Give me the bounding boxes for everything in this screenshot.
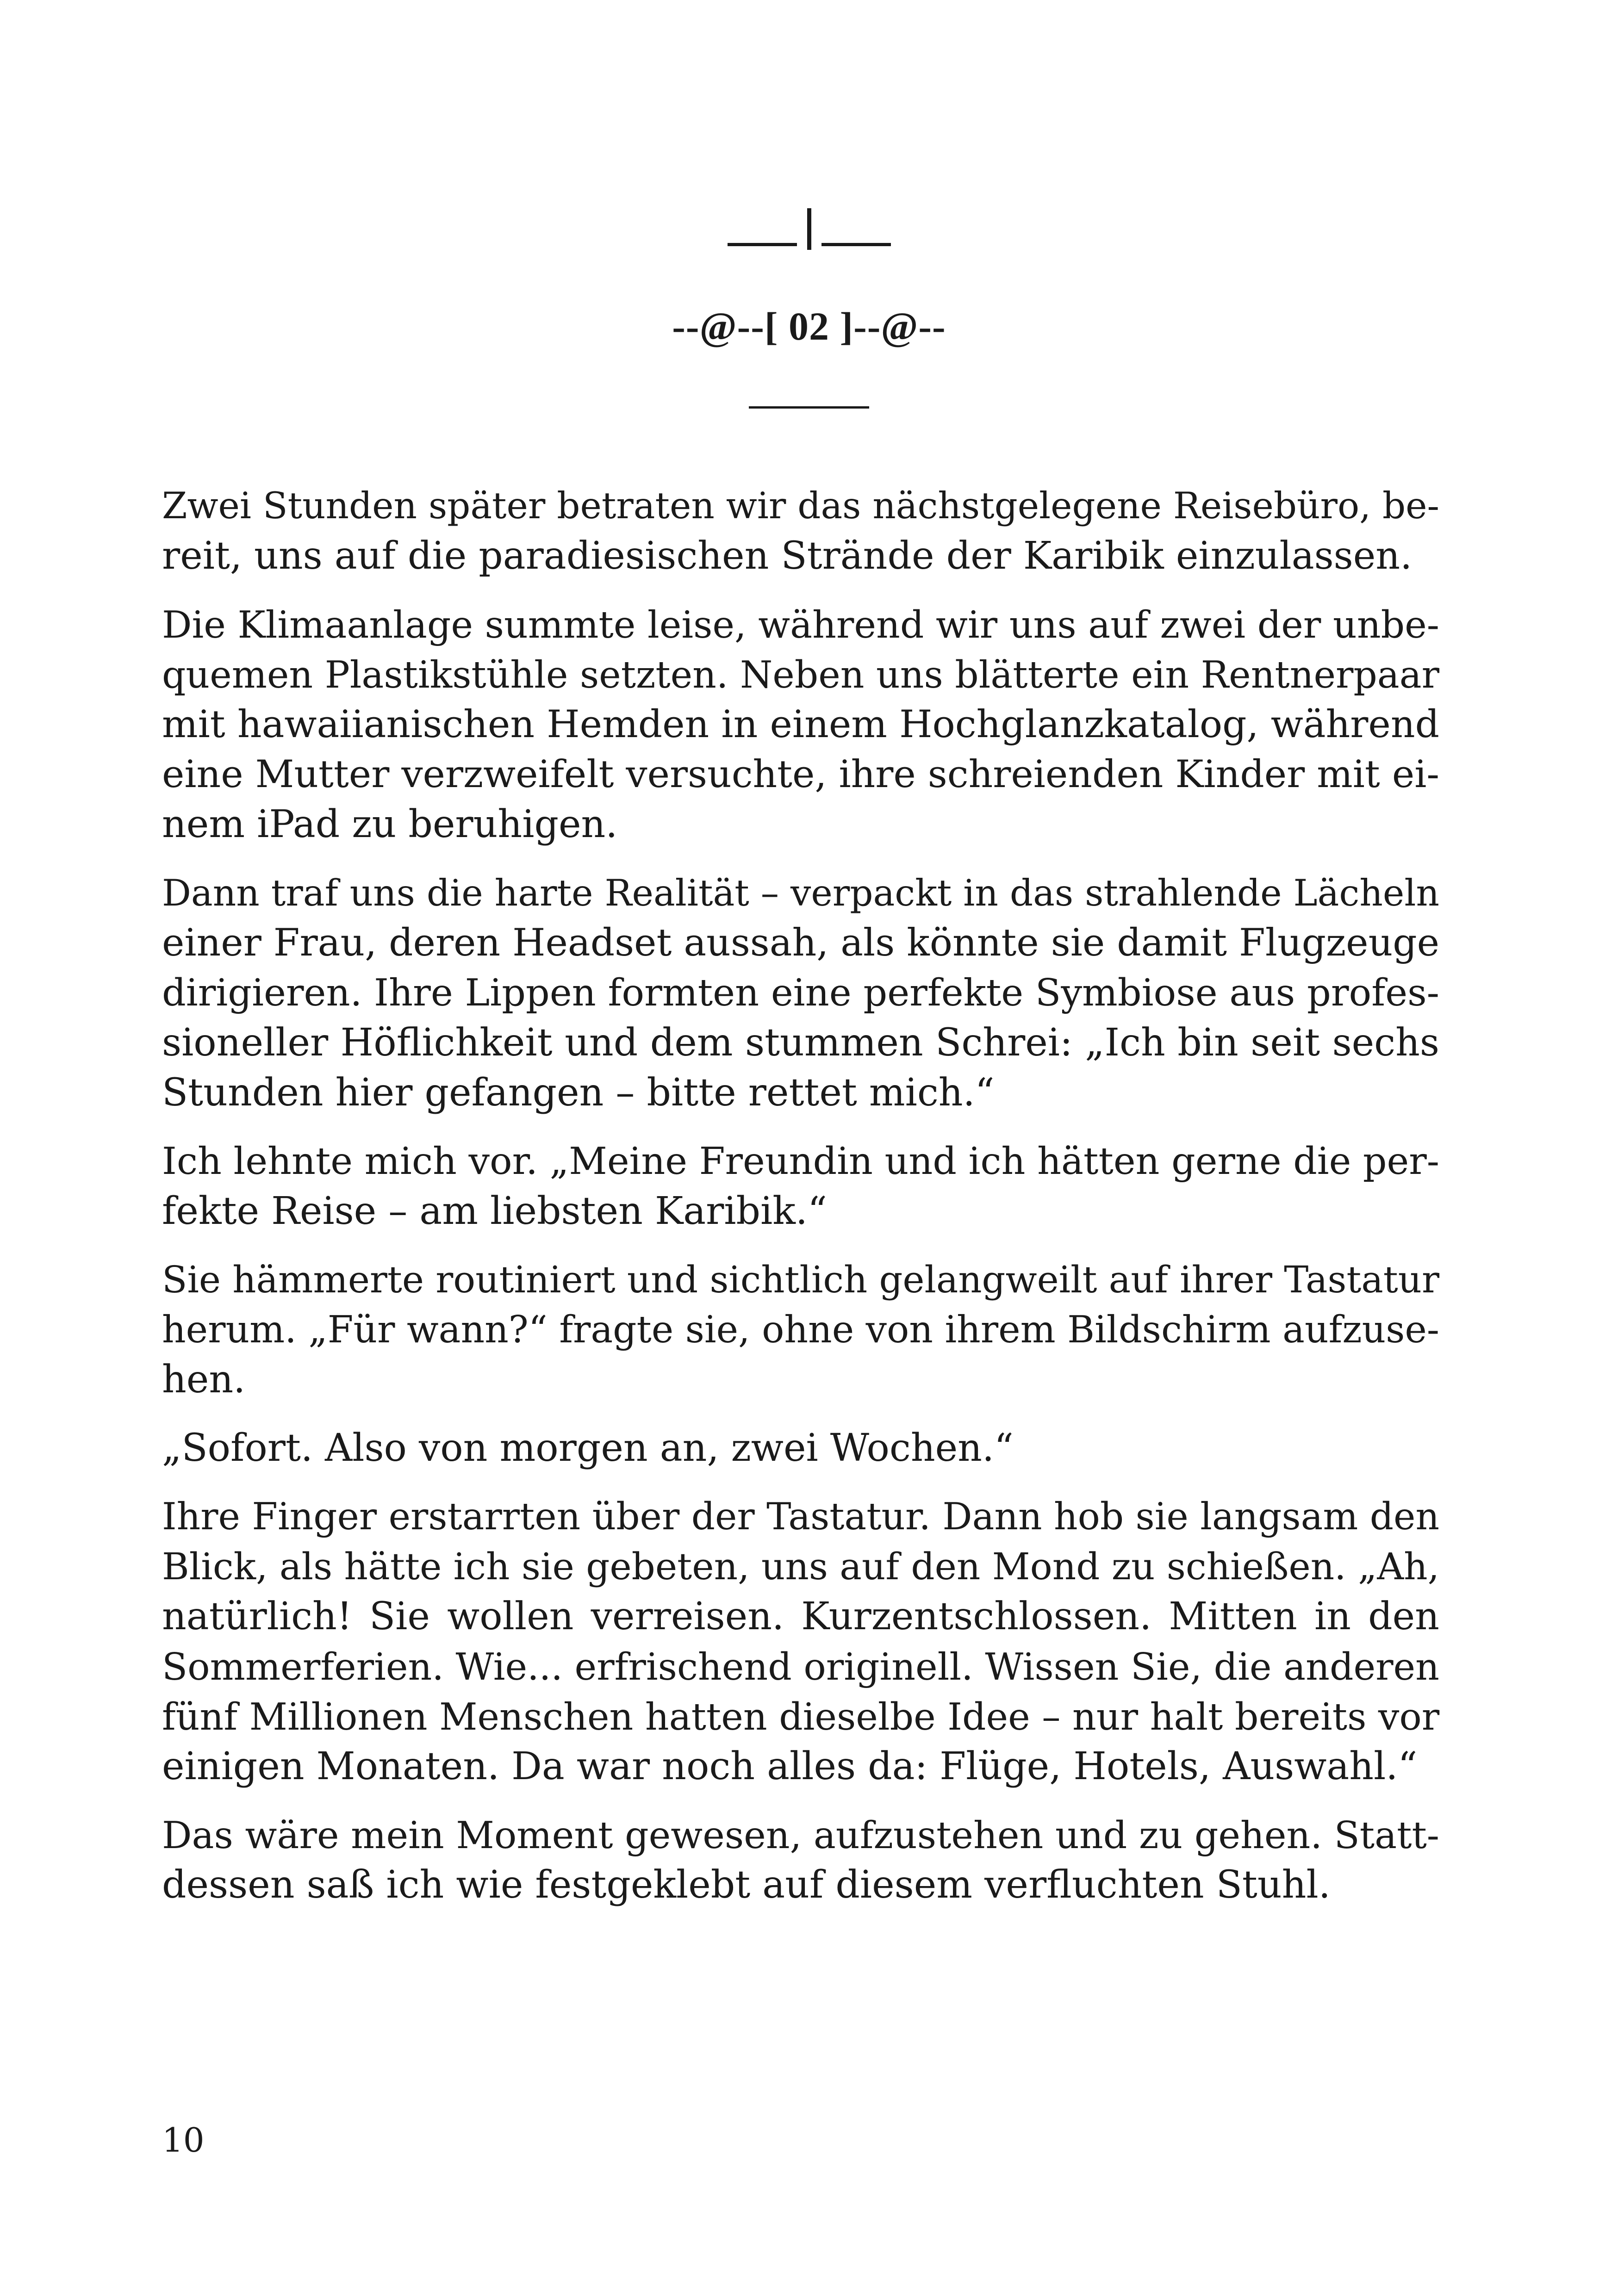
text-line: Blick, als hätte ich sie gebeten, uns auf den Mond zu schießen. „Ah, bbox=[162, 1545, 1440, 1588]
paragraph-6 bbox=[162, 1423, 1439, 1473]
text-line: Zwei Stunden später betraten wir das nächstgelegene Reisebüro, be- bbox=[162, 485, 1439, 527]
text-line: fekte Reise – am liebsten Karibik.“ bbox=[162, 1189, 827, 1233]
text-line: nem iPad zu beruhigen. bbox=[162, 802, 618, 846]
text-line: eine Mutter verzweifelt versuchte, ihre schreienden Kinder mit ei- bbox=[162, 752, 1439, 796]
text-line: Das wäre mein Moment gewesen, aufzustehen und zu gehen. Statt- bbox=[162, 1813, 1439, 1857]
text-line: Sommerferien. Wie... erfrischend originell. Wissen Sie, die anderen bbox=[162, 1645, 1439, 1688]
text-line: Dann traf uns die harte Realität – verpackt in das strahlende Lächeln bbox=[162, 872, 1439, 914]
paragraph-4 bbox=[162, 1136, 1439, 1236]
paragraph-7 bbox=[162, 1492, 1439, 1792]
text-line: einer Frau, deren Headset aussah, als könnte sie damit Flugzeuge bbox=[162, 921, 1440, 965]
text-line: Ich lehnte mich vor. „Meine Freundin und ich hätten gerne die per- bbox=[162, 1140, 1439, 1183]
paragraph-5 bbox=[162, 1255, 1439, 1405]
text-line: „Sofort. Also von morgen an, zwei Wochen.“ bbox=[162, 1426, 1014, 1470]
text-line: hen. bbox=[162, 1358, 246, 1402]
ornament-rule-under bbox=[749, 406, 869, 409]
page-number: 10 bbox=[162, 2121, 205, 2159]
paragraph-1 bbox=[162, 481, 1439, 581]
ornament-bar bbox=[807, 208, 811, 250]
text-line: reit, uns auf die paradiesischen Strände der Karibik einzulassen. bbox=[162, 534, 1413, 578]
text-line: Ihre Finger erstarrten über der Tastatur. Dann hob sie langsam den bbox=[162, 1495, 1440, 1538]
text-line: Stunden hier gefangen – bitte rettet mich.“ bbox=[162, 1071, 995, 1115]
chapter-ornament-bottom bbox=[0, 402, 1618, 406]
body-text bbox=[162, 481, 1439, 1929]
text-line: einigen Monaten. Da war noch alles da: Flüge, Hotels, Auswahl.“ bbox=[162, 1744, 1418, 1788]
chapter-ornament-top bbox=[0, 208, 1618, 259]
paragraph-8 bbox=[162, 1810, 1439, 1910]
ornament-rule-left bbox=[728, 243, 797, 246]
text-line: herum. „Für wann?“ fragte sie, ohne von ihrem Bildschirm aufzuse- bbox=[162, 1308, 1439, 1351]
text-line: dessen saß ich wie festgeklebt auf diesem verfluchten Stuhl. bbox=[162, 1863, 1331, 1907]
text-line: quemen Plastikstühle setzten. Neben uns blätterte ein Rentnerpaar bbox=[162, 653, 1439, 696]
ornament-rule-right bbox=[821, 243, 891, 246]
text-line: sioneller Höflichkeit und dem stummen Schrei: „Ich bin seit sechs bbox=[162, 1021, 1439, 1065]
text-line: mit hawaiianischen Hemden in einem Hochglanzkatalog, während bbox=[162, 702, 1439, 746]
chapter-title: --@--[ 02 ]--@-- bbox=[672, 304, 946, 348]
paragraph-3 bbox=[162, 868, 1439, 1118]
text-line: fünf Millionen Menschen hatten dieselbe Idee – nur halt bereits vor bbox=[162, 1695, 1440, 1738]
text-line: dirigieren. Ihre Lippen formten eine perfekte Symbiose aus profes- bbox=[162, 971, 1439, 1015]
paragraph-2 bbox=[162, 600, 1439, 850]
text-line: natürlich! Sie wollen verreisen. Kurzentschlossen. Mitten in den bbox=[162, 1595, 1439, 1638]
text-line: Die Klimaanlage summte leise, während wir uns auf zwei der unbe- bbox=[162, 603, 1439, 646]
text-line: Sie hämmerte routiniert und sichtlich gelangweilt auf ihrer Tastatur bbox=[162, 1258, 1439, 1301]
